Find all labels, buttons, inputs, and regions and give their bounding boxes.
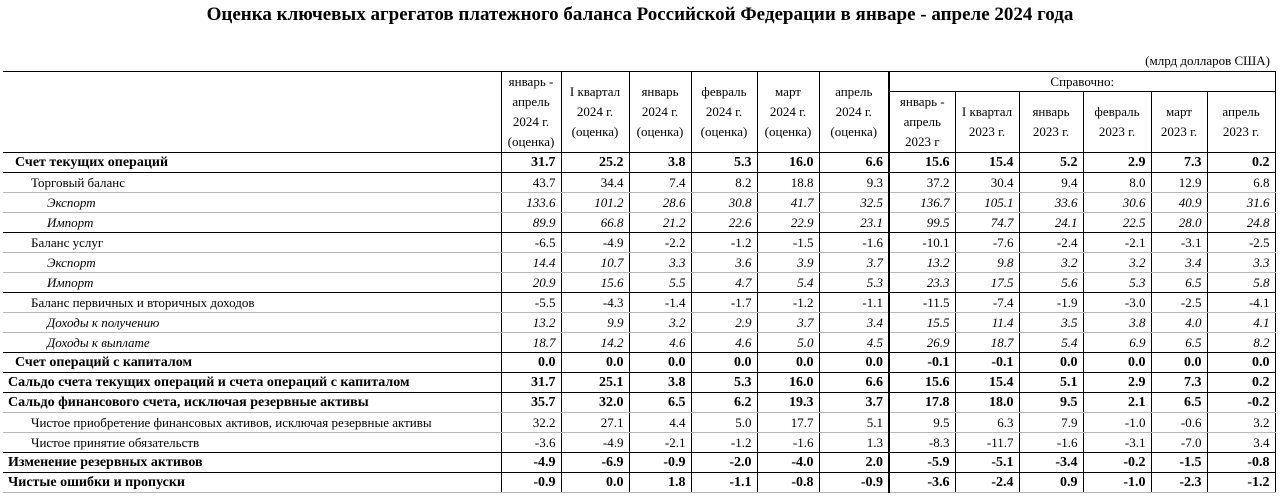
table-cell[interactable]: -0.8 [1207,453,1275,473]
table-cell[interactable]: 101.2 [561,193,629,213]
table-cell[interactable]: 5.1 [819,413,889,433]
table-cell[interactable]: -1.4 [629,293,691,313]
table-cell[interactable]: 0.0 [629,353,691,373]
row-label[interactable]: Чистое приобретение финансовых активов, исключая резервные активы [3,413,501,433]
col-header-jan-2024[interactable]: январь 2024 г. (оценка) [629,72,691,153]
table-cell[interactable]: -0.8 [757,473,819,493]
table-cell[interactable]: 4.6 [691,333,757,353]
table-cell[interactable]: -3.1 [1083,433,1151,453]
table-cell[interactable]: -4.9 [501,453,561,473]
table-cell[interactable]: 15.6 [889,373,955,393]
table-cell[interactable]: 35.7 [501,393,561,413]
table-cell[interactable]: 1.8 [629,473,691,493]
table-cell[interactable]: 8.2 [691,173,757,193]
table-cell[interactable]: 28.0 [1151,213,1207,233]
table-cell[interactable]: 12.9 [1151,173,1207,193]
table-cell[interactable]: 0.2 [1207,153,1275,173]
row-label[interactable]: Импорт [3,273,501,293]
table-cell[interactable]: 16.0 [757,153,819,173]
table-cell[interactable]: 43.7 [501,173,561,193]
row-label[interactable]: Экспорт [3,193,501,213]
table-cell[interactable]: -4.9 [561,233,629,253]
table-cell[interactable]: 31.7 [501,373,561,393]
table-cell[interactable]: -1.0 [1083,413,1151,433]
row-label[interactable]: Чистые ошибки и пропуски [3,473,501,493]
table-cell[interactable]: -4.3 [561,293,629,313]
table-cell[interactable]: 89.9 [501,213,561,233]
table-row-net-incurrence-liabilities [3,433,1275,453]
table-row-goods-exports [3,193,1275,213]
table-cell[interactable]: 9.3 [819,173,889,193]
table-cell[interactable]: 24.8 [1207,213,1275,233]
table-cell[interactable]: -11.7 [955,433,1019,453]
table-cell[interactable]: -7.4 [955,293,1019,313]
table-cell[interactable]: -10.1 [889,233,955,253]
table-cell[interactable]: -1.2 [1207,473,1275,493]
table-cell[interactable]: 99.5 [889,213,955,233]
header-row-top [3,72,1275,92]
table-cell[interactable]: 10.7 [561,253,629,273]
table-cell[interactable]: 21.2 [629,213,691,233]
table-cell[interactable]: 6.5 [1151,393,1207,413]
table-cell[interactable]: -5.1 [955,453,1019,473]
table-cell[interactable]: 6.6 [819,153,889,173]
table-row-current-account [3,153,1275,173]
table-cell[interactable]: -2.1 [629,433,691,453]
col-header-jan-apr-2024[interactable]: январь - апрель 2024 г. (оценка) [501,72,561,153]
table-cell[interactable]: 14.4 [501,253,561,273]
table-cell[interactable]: 7.3 [1151,153,1207,173]
table-cell[interactable]: 5.6 [1019,273,1083,293]
col-header-q1-2024[interactable]: I квартал 2024 г. (оценка) [561,72,629,153]
table-cell[interactable]: 7.9 [1019,413,1083,433]
table-cell[interactable]: -1.0 [1083,473,1151,493]
table-cell[interactable]: 5.0 [757,333,819,353]
table-cell[interactable]: 31.7 [501,153,561,173]
row-label[interactable]: Баланс первичных и вторичных доходов [3,293,501,313]
table-cell[interactable]: 0.2 [1207,373,1275,393]
table-cell[interactable]: 31.6 [1207,193,1275,213]
table-cell[interactable]: 6.9 [1083,333,1151,353]
table-cell[interactable]: 3.3 [629,253,691,273]
table-cell[interactable]: 3.8 [629,153,691,173]
table-cell[interactable]: -4.9 [561,433,629,453]
table-cell[interactable]: -8.3 [889,433,955,453]
table-cell[interactable]: 3.4 [1151,253,1207,273]
table-cell[interactable]: 41.7 [757,193,819,213]
table-cell[interactable]: 5.2 [1019,153,1083,173]
table-cell[interactable]: -1.6 [819,233,889,253]
table-cell[interactable]: -6.5 [501,233,561,253]
table-cell[interactable]: -0.2 [1083,453,1151,473]
row-label[interactable]: Счет операций с капиталом [3,353,501,373]
row-label[interactable]: Импорт [3,213,501,233]
units-note: (млрд долларов США) [1145,53,1270,68]
table-cell[interactable]: 5.1 [1019,373,1083,393]
table-cell[interactable]: 3.5 [1019,313,1083,333]
table-cell[interactable]: 4.6 [629,333,691,353]
table-cell[interactable]: 25.1 [561,373,629,393]
table-cell[interactable]: -5.5 [501,293,561,313]
table-cell[interactable]: 5.4 [1019,333,1083,353]
table-cell[interactable]: 23.1 [819,213,889,233]
table-row-current-and-capital-balance [3,373,1275,393]
table-cell[interactable]: -0.1 [955,353,1019,373]
table-cell[interactable]: 7.3 [1151,373,1207,393]
table-cell[interactable]: -3.6 [889,473,955,493]
table-row-capital-account [3,353,1275,373]
table-cell[interactable]: -1.2 [691,233,757,253]
table-cell[interactable]: 14.2 [561,333,629,353]
table-cell[interactable]: -2.5 [1151,293,1207,313]
table-cell[interactable]: 22.6 [691,213,757,233]
table-cell[interactable]: 4.0 [1151,313,1207,333]
table-cell[interactable]: 4.4 [629,413,691,433]
table-cell[interactable]: 136.7 [889,193,955,213]
table-row-income-receivable [3,313,1275,333]
table-cell[interactable]: 2.9 [691,313,757,333]
table-cell[interactable]: -3.1 [1151,233,1207,253]
table-cell[interactable]: 5.8 [1207,273,1275,293]
table-cell[interactable]: 3.8 [1083,313,1151,333]
table-cell[interactable]: -2.3 [1151,473,1207,493]
table-cell[interactable]: 30.4 [955,173,1019,193]
table-cell[interactable]: 3.8 [629,373,691,393]
table-cell[interactable]: 8.0 [1083,173,1151,193]
table-cell[interactable]: 22.5 [1083,213,1151,233]
table-row-services-exports [3,253,1275,273]
sheet-title: Оценка ключевых агрегатов платежного баланса Российской Федерации в январе - апреле 2024 года [206,4,1074,25]
col-header-jan-apr-2023[interactable]: январь - апрель 2023 г [889,92,955,153]
table-cell[interactable]: 34.4 [561,173,629,193]
col-header-feb-2024[interactable]: февраль 2024 г. (оценка) [691,72,757,153]
table-row-services-balance [3,233,1275,253]
table-cell[interactable]: 0.0 [757,353,819,373]
table-cell[interactable]: 32.2 [501,413,561,433]
table-row-trade-balance [3,173,1275,193]
table-cell[interactable]: 0.0 [1019,353,1083,373]
table-cell[interactable]: -5.9 [889,453,955,473]
table-cell[interactable]: 9.9 [561,313,629,333]
table-cell[interactable]: 17.8 [889,393,955,413]
reference-header[interactable]: Справочно: [889,72,1275,92]
table-cell[interactable]: 13.2 [889,253,955,273]
table-row-financial-account-balance [3,393,1275,413]
table-cell[interactable]: 0.0 [561,473,629,493]
table-cell[interactable]: 6.5 [1151,333,1207,353]
table-cell[interactable]: 5.3 [691,153,757,173]
table-cell[interactable]: 66.8 [561,213,629,233]
table-cell[interactable]: 5.5 [629,273,691,293]
table-cell[interactable]: 3.2 [1019,253,1083,273]
table-cell[interactable]: 22.9 [757,213,819,233]
table-cell[interactable]: 26.9 [889,333,955,353]
table-cell[interactable]: -2.4 [1019,233,1083,253]
table-cell[interactable]: 15.4 [955,153,1019,173]
table-cell[interactable]: 1.3 [819,433,889,453]
col-header-feb-2023[interactable]: февраль 2023 г. [1083,92,1151,153]
table-cell[interactable]: 3.4 [1207,433,1275,453]
table-row-errors-and-omissions [3,473,1275,493]
table-cell[interactable]: 0.0 [1151,353,1207,373]
table-cell[interactable]: 7.4 [629,173,691,193]
table-cell[interactable]: 0.0 [1207,353,1275,373]
table-cell[interactable]: 19.3 [757,393,819,413]
table-cell[interactable]: 30.8 [691,193,757,213]
row-label[interactable]: Доходы к выплате [3,333,501,353]
table-cell[interactable]: 40.9 [1151,193,1207,213]
col-header-mar-2024[interactable]: март 2024 г. (оценка) [757,72,819,153]
table-cell[interactable]: 15.6 [561,273,629,293]
table-cell[interactable]: 6.5 [1151,273,1207,293]
table-cell[interactable]: 6.5 [629,393,691,413]
col-header-jan-2023[interactable]: январь 2023 г. [1019,92,1083,153]
table-cell[interactable]: 6.6 [819,373,889,393]
table-cell[interactable]: 0.9 [1019,473,1083,493]
table-cell[interactable]: 3.2 [629,313,691,333]
table-row-services-imports [3,273,1275,293]
table-cell[interactable]: -0.9 [819,473,889,493]
table-cell[interactable]: -2.4 [955,473,1019,493]
table-cell[interactable]: 2.9 [1083,153,1151,173]
table-cell[interactable]: 105.1 [955,193,1019,213]
table-cell[interactable]: 9.5 [1019,393,1083,413]
table-row-reserve-assets-change [3,453,1275,473]
table-cell[interactable]: 15.4 [955,373,1019,393]
table-cell[interactable]: 0.0 [561,353,629,373]
table-cell[interactable]: 3.7 [819,253,889,273]
row-label[interactable]: Торговый баланс [3,173,501,193]
table-cell[interactable]: -0.9 [629,453,691,473]
table-cell[interactable]: 27.1 [561,413,629,433]
table-cell[interactable]: -2.5 [1207,233,1275,253]
table-cell[interactable]: 4.5 [819,333,889,353]
table-cell[interactable]: -0.9 [501,473,561,493]
table-cell[interactable]: 2.1 [1083,393,1151,413]
table-cell[interactable]: -2.0 [691,453,757,473]
table-cell[interactable]: 8.2 [1207,333,1275,353]
row-label[interactable]: Счет текущих операций [3,153,501,173]
table-cell[interactable]: 6.3 [955,413,1019,433]
table-cell[interactable]: -7.0 [1151,433,1207,453]
table-cell[interactable]: -2.2 [629,233,691,253]
table-row-income-balance [3,293,1275,313]
table-cell[interactable]: 18.8 [757,173,819,193]
col-header-apr-2024[interactable]: апрель 2024 г. (оценка) [819,72,889,153]
table-cell[interactable]: -0.2 [1207,393,1275,413]
table-cell[interactable]: -1.1 [691,473,757,493]
table-cell[interactable]: 18.0 [955,393,1019,413]
table-cell[interactable]: 3.2 [1207,413,1275,433]
table-cell[interactable]: 20.9 [501,273,561,293]
table-cell[interactable]: -6.9 [561,453,629,473]
table-cell[interactable]: 15.5 [889,313,955,333]
table-cell[interactable]: 25.2 [561,153,629,173]
table-cell[interactable]: 6.8 [1207,173,1275,193]
table-cell[interactable]: 9.5 [889,413,955,433]
bop-table [3,71,1276,493]
table-cell[interactable]: 32.0 [561,393,629,413]
table-cell[interactable]: 5.4 [757,273,819,293]
indicator-header [3,72,501,153]
table-cell[interactable]: 2.9 [1083,373,1151,393]
table-cell[interactable]: 9.8 [955,253,1019,273]
table-cell[interactable]: 9.4 [1019,173,1083,193]
row-label[interactable]: Чистое принятие обязательств [3,433,501,453]
table-cell[interactable]: 32.5 [819,193,889,213]
col-header-q1-2023[interactable]: I квартал 2023 г. [955,92,1019,153]
table-row-goods-imports [3,213,1275,233]
table-cell[interactable]: 18.7 [955,333,1019,353]
table-cell[interactable]: 23.3 [889,273,955,293]
table-cell[interactable]: 5.3 [691,373,757,393]
table-cell[interactable]: 28.6 [629,193,691,213]
col-header-apr-2023[interactable]: апрель 2023 г. [1207,92,1275,153]
table-cell[interactable]: -4.0 [757,453,819,473]
table-body [3,153,1275,493]
table-cell[interactable]: -3.4 [1019,453,1083,473]
table-cell[interactable]: -1.6 [1019,433,1083,453]
table-cell[interactable]: 16.0 [757,373,819,393]
table-cell[interactable]: 0.0 [501,353,561,373]
table-cell[interactable]: 3.7 [757,313,819,333]
table-cell[interactable]: 15.6 [889,153,955,173]
table-row-net-acquisition-assets [3,413,1275,433]
table-cell[interactable]: 0.0 [1083,353,1151,373]
table-cell[interactable]: 30.6 [1083,193,1151,213]
table-cell[interactable]: -1.5 [757,233,819,253]
row-label[interactable]: Баланс услуг [3,233,501,253]
table-cell[interactable]: -1.5 [1151,453,1207,473]
table-cell[interactable]: 3.7 [819,393,889,413]
table-cell[interactable]: 0.0 [819,353,889,373]
table-row-income-payable [3,333,1275,353]
table-cell[interactable]: -2.1 [1083,233,1151,253]
table-cell[interactable]: 11.4 [955,313,1019,333]
table-cell[interactable]: 0.0 [691,353,757,373]
table-cell[interactable]: 133.6 [501,193,561,213]
table-cell[interactable]: 33.6 [1019,193,1083,213]
table-cell[interactable]: 4.7 [691,273,757,293]
table-cell[interactable]: -1.7 [691,293,757,313]
table-cell[interactable]: -0.1 [889,353,955,373]
table-cell[interactable]: 5.3 [819,273,889,293]
table-cell[interactable]: 5.3 [1083,273,1151,293]
table-cell[interactable]: 4.1 [1207,313,1275,333]
table-cell[interactable]: -4.1 [1207,293,1275,313]
table-cell[interactable]: 5.0 [691,413,757,433]
row-label[interactable]: Сальдо финансового счета, исключая резервные активы [3,393,501,413]
table-cell[interactable]: -1.1 [819,293,889,313]
table-cell[interactable]: 37.2 [889,173,955,193]
row-label[interactable]: Сальдо счета текущих операций и счета операций с капиталом [3,373,501,393]
row-label[interactable]: Экспорт [3,253,501,273]
table-cell[interactable]: 18.7 [501,333,561,353]
table-cell[interactable]: 17.5 [955,273,1019,293]
table-cell[interactable]: -1.6 [757,433,819,453]
table-cell[interactable]: 3.3 [1207,253,1275,273]
table-cell[interactable]: 6.2 [691,393,757,413]
row-label[interactable]: Изменение резервных активов [3,453,501,473]
table-cell[interactable]: -1.2 [691,433,757,453]
table-cell[interactable]: 13.2 [501,313,561,333]
table-cell[interactable]: -0.6 [1151,413,1207,433]
table-cell[interactable]: 3.9 [757,253,819,273]
col-header-mar-2023[interactable]: март 2023 г. [1151,92,1207,153]
table-cell[interactable]: 24.1 [1019,213,1083,233]
table-cell[interactable]: -3.6 [501,433,561,453]
table-cell[interactable]: -7.6 [955,233,1019,253]
table-cell[interactable]: 2.0 [819,453,889,473]
table-cell[interactable]: -3.0 [1083,293,1151,313]
table-cell[interactable]: 3.4 [819,313,889,333]
table-cell[interactable]: 3.6 [691,253,757,273]
table-cell[interactable]: 3.2 [1083,253,1151,273]
row-label[interactable]: Доходы к получению [3,313,501,333]
table-cell[interactable]: 17.7 [757,413,819,433]
table-cell[interactable]: -1.2 [757,293,819,313]
table-cell[interactable]: -1.9 [1019,293,1083,313]
table-cell[interactable]: -11.5 [889,293,955,313]
table-cell[interactable]: 74.7 [955,213,1019,233]
